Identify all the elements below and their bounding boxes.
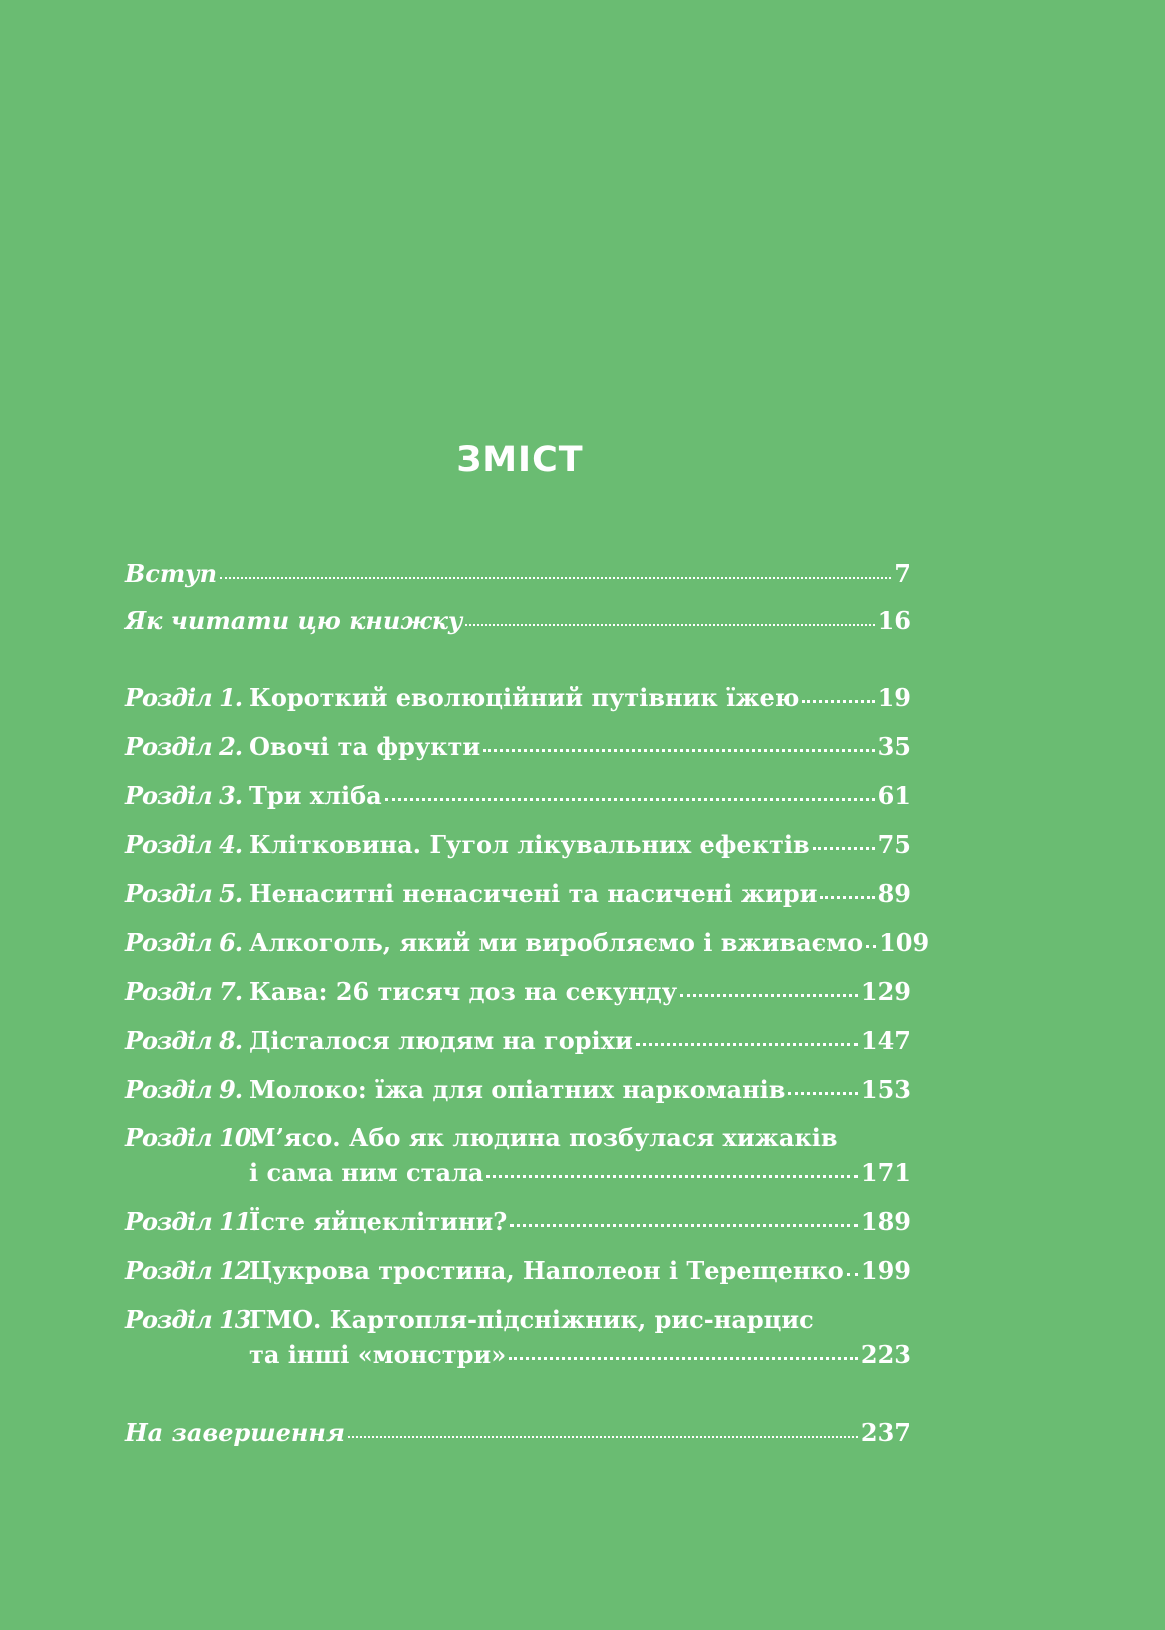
dot-leader: [847, 1272, 858, 1276]
dot-leader: [636, 1042, 858, 1046]
dot-leader: [820, 895, 874, 899]
chapter-page: 19: [877, 683, 911, 712]
chapter-title: Три хліба: [249, 781, 382, 810]
toc-entry-conclusion[interactable]: [125, 1418, 911, 1448]
chapter-title-line-1: ГМО. Картопля-підсніжник, рис-нарцис: [249, 1305, 814, 1334]
chapter-page: 171: [860, 1158, 911, 1187]
dot-leader: [483, 748, 874, 752]
chapter-page: 189: [860, 1207, 911, 1236]
dot-leader: [465, 623, 874, 626]
dot-leader: [680, 993, 858, 997]
chapter-title: Короткий еволюційний путівник їжею: [249, 683, 800, 712]
toc-entry-chapter-10[interactable]: [125, 1123, 911, 1188]
chapter-title: Алкоголь, який ми виробляємо і вживаємо: [249, 928, 864, 957]
chapter-title: Овочі та фрукти: [249, 732, 481, 761]
toc-entry-chapter-6[interactable]: [125, 928, 930, 958]
chapter-label: Розділ 9.: [125, 1075, 243, 1104]
chapter-label: Розділ 8.: [125, 1026, 243, 1055]
chapter-page: 75: [877, 830, 911, 859]
chapter-label: Розділ 4.: [125, 830, 243, 859]
chapter-label: Розділ 1.: [125, 683, 243, 712]
chapter-page: 109: [879, 928, 930, 957]
toc-entry-page: 7: [894, 559, 911, 588]
chapter-title-line-2: та інші «монстри»: [249, 1340, 507, 1369]
chapter-title-line-1: М’ясо. Або як людина позбулася хижаків: [249, 1123, 838, 1152]
toc-entry-page: 237: [860, 1418, 911, 1447]
chapter-label: Розділ 2.: [125, 732, 243, 761]
chapter-label: Розділ 7.: [125, 977, 243, 1006]
toc-entry-chapter-5[interactable]: [125, 879, 911, 909]
dot-leader: [510, 1223, 858, 1227]
toc-entry-title: На завершення: [125, 1418, 346, 1447]
dot-leader: [788, 1091, 857, 1095]
toc-entry-title: Вступ: [125, 559, 218, 588]
chapter-page: 35: [877, 732, 911, 761]
chapter-page: 147: [860, 1026, 911, 1055]
dot-leader: [866, 944, 876, 948]
toc-entry-title: Як читати цю книжку: [125, 606, 463, 635]
chapter-page: 89: [877, 879, 911, 908]
chapter-label: Розділ 11.: [125, 1207, 258, 1236]
toc-entry-page: 16: [877, 606, 911, 635]
toc-entry-chapter-2[interactable]: [125, 732, 911, 762]
toc-entry-chapter-4[interactable]: [125, 830, 911, 860]
chapter-title: Цукрова тростина, Наполеон і Терещенко: [249, 1256, 844, 1285]
chapter-label: Розділ 3.: [125, 781, 243, 810]
chapter-page: 223: [860, 1340, 911, 1369]
chapter-title: Ненаситні ненасичені та насичені жири: [249, 879, 818, 908]
chapter-label: Розділ 6.: [125, 928, 243, 957]
dot-leader: [220, 576, 891, 579]
toc-entry-intro[interactable]: [125, 559, 911, 589]
toc-entry-chapter-12[interactable]: [125, 1256, 911, 1286]
dot-leader: [385, 797, 875, 801]
chapter-title: Дісталося людям на горіхи: [249, 1026, 633, 1055]
chapter-title-line-2: і сама ним стала: [249, 1158, 484, 1187]
page-title: ЗМІСТ: [456, 440, 584, 480]
toc-entry-chapter-8[interactable]: [125, 1026, 911, 1056]
chapter-page: 129: [860, 977, 911, 1006]
dot-leader: [802, 699, 874, 703]
dot-leader: [813, 846, 875, 850]
toc-entry-chapter-11[interactable]: [125, 1207, 911, 1237]
chapter-label: Розділ 10.: [125, 1123, 258, 1152]
toc-entry-chapter-1[interactable]: [125, 683, 911, 713]
chapter-title: Кава: 26 тисяч доз на секунду: [249, 977, 678, 1006]
chapter-title: Їсте яйцеклітини?: [249, 1207, 508, 1236]
toc-entry-how-to-read[interactable]: [125, 606, 911, 636]
toc-entry-chapter-13[interactable]: [125, 1305, 911, 1370]
chapter-title: Молоко: їжа для опіатних наркоманів: [249, 1075, 786, 1104]
chapter-page: 153: [860, 1075, 911, 1104]
chapter-label: Розділ 5.: [125, 879, 243, 908]
chapter-page: 199: [860, 1256, 911, 1285]
dot-leader: [486, 1174, 857, 1178]
toc-entry-chapter-3[interactable]: [125, 781, 911, 811]
toc-entry-chapter-9[interactable]: [125, 1075, 911, 1105]
chapter-title: Клітковина. Гугол лікувальних ефектів: [249, 830, 810, 859]
chapter-label: Розділ 12.: [125, 1256, 258, 1285]
chapter-label: Розділ 13.: [125, 1305, 258, 1334]
chapter-page: 61: [877, 781, 911, 810]
toc-entry-chapter-7[interactable]: [125, 977, 911, 1007]
dot-leader: [509, 1356, 858, 1360]
dot-leader: [348, 1435, 858, 1438]
